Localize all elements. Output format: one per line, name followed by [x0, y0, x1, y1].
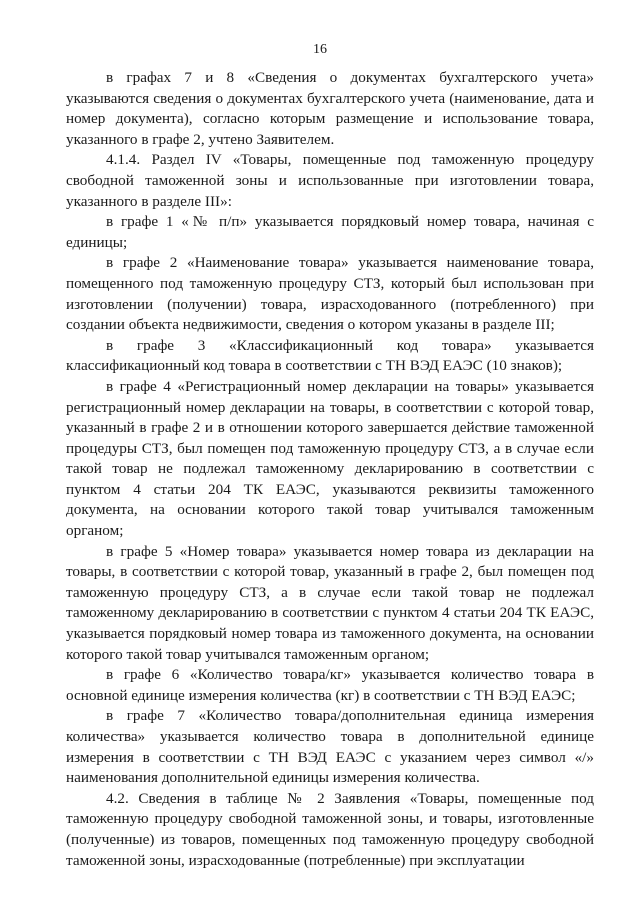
paragraph: в графе 4 «Регистрационный номер декларации на товары» указывается регистрационный номер декларации на товары, в соответствии с которой товар, указанный в графе 2 и в отношении которого завершается действие таможенной процедуры СТЗ, был помещен под таможенную процедуру СТЗ, а в случае если такой товар не подлежал таможенному декларированию в соответствии с пунктом 4 статьи 204 ТК ЕАЭС, указываются реквизиты таможенного документа, на основании которого такой товар учитывался таможенным органом;: [66, 377, 594, 540]
paragraph: 4.2. Сведения в таблице № 2 Заявления «Товары, помещенные под таможенную процедуру свободной таможенной зоны, и товары, изготовленные (полученные) из товаров, помещенных под таможенную процедуру свободной таможенной зоны, израсходованные (потребленные) при эксплуатации: [66, 789, 594, 869]
paragraph: в графе 5 «Номер товара» указывается номер товара из декларации на товары, в соответствии с которой товар, указанный в графе 2, был помещен под таможенную процедуру СТЗ, а в случае если такой товар не подлежал таможенному декларированию в соответствии с пунктом 4 статьи 204 ТК ЕАЭС, указывается порядковый номер товара из таможенного документа, на основании которого такой товар учитывался таможенным органом;: [66, 542, 594, 663]
paragraph: в графе 7 «Количество товара/дополнительная единица измерения количества» указывается количество товара в дополнительной единице измерения в соответствии с ТН ВЭД ЕАЭС с указанием через символ «/» наименования дополнительной единицы измерения количества.: [66, 707, 594, 787]
paragraph: в графе 3 «Классификационный код товара» указывается классификационный код товара в соответствии с ТН ВЭД ЕАЭС (10 знаков);: [66, 336, 594, 375]
paragraph: 4.1.4. Раздел IV «Товары, помещенные под таможенную процедуру свободной таможенной зоны и использованные при изготовлении товара, указанного в разделе III»:: [66, 151, 594, 210]
paragraph: в графе 1 «№ п/п» указывается порядковый номер товара, начиная с единицы;: [66, 213, 594, 251]
document-body: [66, 68, 594, 871]
page-number: 16: [313, 42, 327, 57]
paragraph: в графе 6 «Количество товара/кг» указывается количество товара в основной единице измерения количества (кг) в соответствии с ТН ВЭД ЕАЭС;: [66, 666, 594, 704]
paragraph: в графах 7 и 8 «Сведения о документах бухгалтерского учета» указываются сведения о документах бухгалтерского учета (наименование, дата и номер документа), согласно которым размещение и использование товара, указанного в графе 2, учтено Заявителем.: [66, 69, 594, 148]
paragraph: в графе 2 «Наименование товара» указывается наименование товара, помещенного под таможенную процедуру СТЗ, который был использован при изготовлении (получении) товара, израсходованного (потребленного) при создании объекта недвижимости, сведения о котором указаны в разделе III;: [66, 254, 594, 334]
